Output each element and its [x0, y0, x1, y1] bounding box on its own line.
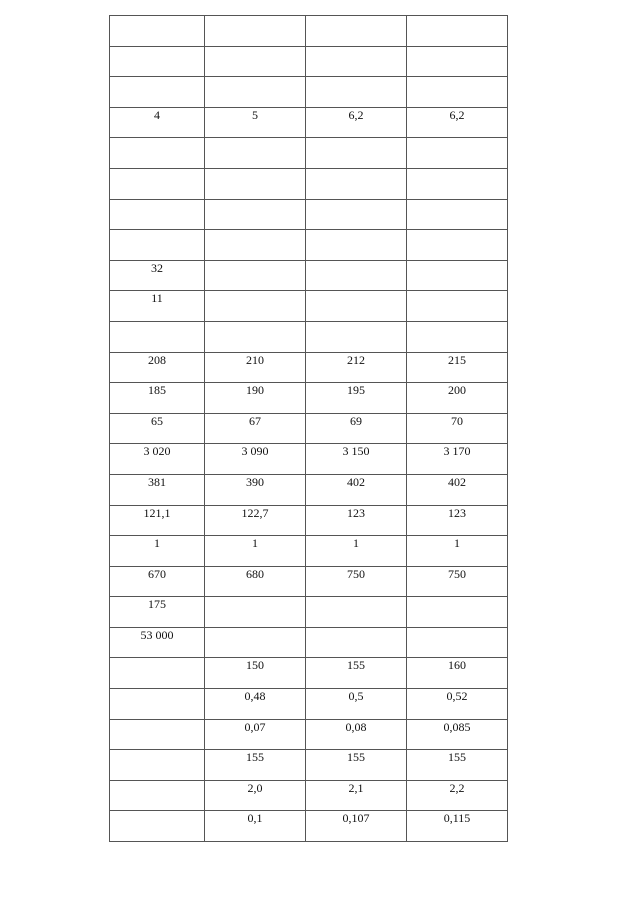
cell-value: 123 [347, 505, 365, 520]
cell-value: 670 [148, 566, 166, 581]
cell-value [110, 658, 204, 659]
data-table [109, 15, 508, 842]
cell-value: 1 [154, 536, 160, 551]
cell-value [407, 261, 507, 262]
cell-value: 195 [347, 383, 365, 398]
cell-value [205, 138, 305, 139]
cell-value: 185 [148, 383, 166, 398]
table-cell [205, 260, 306, 291]
table-body [110, 16, 508, 842]
table-cell [407, 291, 508, 322]
cell-value: 53 000 [140, 627, 174, 642]
table-cell [205, 444, 306, 475]
table-cell [205, 77, 306, 108]
table-cell [205, 138, 306, 169]
cell-value: 2,1 [348, 780, 364, 795]
table-row [110, 107, 508, 138]
cell-value [110, 720, 204, 721]
table-cell [205, 658, 306, 689]
cell-value [407, 597, 507, 598]
cell-value: 4 [154, 107, 160, 122]
table-row [110, 474, 508, 505]
cell-value [205, 169, 305, 170]
cell-value: 32 [151, 260, 163, 275]
table-cell [306, 260, 407, 291]
table-cell [407, 16, 508, 47]
table-cell [407, 811, 508, 842]
cell-value [110, 750, 204, 751]
cell-value: 1 [454, 536, 460, 551]
cell-value: 0,48 [244, 689, 266, 704]
table-cell [110, 658, 205, 689]
table-cell [110, 689, 205, 720]
cell-value: 6,2 [348, 107, 364, 122]
table-cell [205, 352, 306, 383]
cell-value [407, 47, 507, 48]
cell-value [110, 811, 204, 812]
cell-value [110, 322, 204, 323]
cell-value: 70 [451, 413, 463, 428]
table-row [110, 291, 508, 322]
cell-value: 123 [448, 505, 466, 520]
table-cell [110, 444, 205, 475]
table-cell [110, 107, 205, 138]
table-cell [110, 474, 205, 505]
table-row [110, 352, 508, 383]
cell-value: 6,2 [449, 107, 465, 122]
cell-value: 680 [246, 566, 264, 581]
table-cell [205, 321, 306, 352]
table-cell [306, 658, 407, 689]
table-cell [205, 811, 306, 842]
cell-value: 750 [448, 566, 466, 581]
table-cell [306, 77, 407, 108]
table-cell [306, 719, 407, 750]
cell-value: 208 [148, 352, 166, 367]
table-cell [407, 719, 508, 750]
table-cell [205, 474, 306, 505]
cell-value [110, 77, 204, 78]
table-cell [306, 46, 407, 77]
cell-value: 212 [347, 352, 365, 367]
table-cell [110, 230, 205, 261]
table-cell [110, 352, 205, 383]
table-cell [110, 566, 205, 597]
cell-value: 2,0 [247, 780, 263, 795]
cell-value: 1 [252, 536, 258, 551]
table-cell [407, 321, 508, 352]
table-cell [306, 230, 407, 261]
table-row [110, 16, 508, 47]
cell-value [205, 47, 305, 48]
cell-value: 121,1 [143, 505, 171, 520]
cell-value [110, 781, 204, 782]
cell-value [110, 689, 204, 690]
table-cell [205, 107, 306, 138]
table-cell [110, 719, 205, 750]
table-cell [306, 780, 407, 811]
cell-value: 190 [246, 383, 264, 398]
cell-value: 0,52 [446, 689, 468, 704]
table-cell [407, 597, 508, 628]
table-cell [110, 77, 205, 108]
cell-value: 0,08 [345, 719, 367, 734]
table-row [110, 750, 508, 781]
table-cell [407, 260, 508, 291]
cell-value: 155 [246, 750, 264, 765]
table-cell [205, 597, 306, 628]
table-cell [205, 627, 306, 658]
table-row [110, 566, 508, 597]
cell-value [306, 47, 406, 48]
cell-value [205, 230, 305, 231]
table-row [110, 811, 508, 842]
table-cell [306, 536, 407, 567]
cell-value [110, 200, 204, 201]
cell-value [407, 230, 507, 231]
table-cell [110, 16, 205, 47]
table-row [110, 321, 508, 352]
table-cell [205, 413, 306, 444]
table-cell [110, 260, 205, 291]
cell-value [407, 322, 507, 323]
table-cell [110, 199, 205, 230]
cell-value: 0,1 [247, 811, 263, 826]
cell-value [306, 200, 406, 201]
cell-value [205, 16, 305, 17]
table-row [110, 77, 508, 108]
cell-value: 150 [246, 658, 264, 673]
table-row [110, 505, 508, 536]
table-cell [205, 199, 306, 230]
table-row [110, 658, 508, 689]
table-cell [407, 230, 508, 261]
cell-value: 3 090 [241, 444, 269, 459]
cell-value [306, 16, 406, 17]
cell-value [306, 291, 406, 292]
cell-value [306, 597, 406, 598]
table-cell [205, 536, 306, 567]
table-cell [205, 291, 306, 322]
table-cell [306, 383, 407, 414]
cell-value [306, 138, 406, 139]
table-cell [306, 199, 407, 230]
cell-value [306, 261, 406, 262]
cell-value: 402 [347, 474, 365, 489]
table-cell [306, 444, 407, 475]
table-cell [407, 107, 508, 138]
table-cell [407, 658, 508, 689]
table-row [110, 413, 508, 444]
table-cell [306, 138, 407, 169]
cell-value: 0,085 [443, 719, 471, 734]
cell-value [110, 230, 204, 231]
cell-value [306, 77, 406, 78]
table-cell [306, 413, 407, 444]
table-cell [205, 383, 306, 414]
cell-value: 122,7 [241, 505, 269, 520]
table-cell [306, 566, 407, 597]
table-cell [205, 46, 306, 77]
table-cell [110, 138, 205, 169]
table-cell [407, 46, 508, 77]
cell-value: 381 [148, 474, 166, 489]
table-cell [205, 505, 306, 536]
table-cell [306, 689, 407, 720]
cell-value [205, 628, 305, 629]
cell-value [407, 16, 507, 17]
table-cell [407, 444, 508, 475]
table-cell [205, 719, 306, 750]
cell-value [407, 628, 507, 629]
cell-value: 5 [252, 107, 258, 122]
table-cell [205, 780, 306, 811]
table-cell [407, 474, 508, 505]
table-cell [407, 383, 508, 414]
cell-value: 3 150 [342, 444, 370, 459]
table-cell [407, 138, 508, 169]
cell-value [306, 230, 406, 231]
cell-value: 0,07 [244, 719, 266, 734]
table-cell [110, 505, 205, 536]
table-cell [205, 16, 306, 47]
cell-value: 65 [151, 413, 163, 428]
table-row [110, 168, 508, 199]
table-cell [306, 505, 407, 536]
table-cell [110, 750, 205, 781]
table-cell [110, 321, 205, 352]
cell-value [407, 291, 507, 292]
table-cell [306, 291, 407, 322]
cell-value: 750 [347, 566, 365, 581]
table-cell [110, 811, 205, 842]
table-cell [407, 627, 508, 658]
table-cell [306, 627, 407, 658]
cell-value: 0,115 [443, 811, 471, 826]
cell-value: 67 [249, 413, 261, 428]
table-cell [306, 107, 407, 138]
cell-value: 210 [246, 352, 264, 367]
cell-value: 69 [350, 413, 362, 428]
table-cell [407, 689, 508, 720]
cell-value [110, 138, 204, 139]
cell-value: 390 [246, 474, 264, 489]
cell-value: 215 [448, 352, 466, 367]
cell-value [110, 47, 204, 48]
table-cell [205, 566, 306, 597]
table-cell [407, 505, 508, 536]
table-row [110, 689, 508, 720]
cell-value [407, 77, 507, 78]
table-cell [407, 77, 508, 108]
table-cell [110, 383, 205, 414]
table-cell [407, 536, 508, 567]
table-cell [407, 566, 508, 597]
table-cell [110, 168, 205, 199]
table-cell [110, 46, 205, 77]
cell-value [205, 261, 305, 262]
table-cell [407, 780, 508, 811]
table-cell [110, 536, 205, 567]
table-row [110, 536, 508, 567]
table-cell [205, 230, 306, 261]
table-cell [110, 627, 205, 658]
table-row [110, 260, 508, 291]
table-cell [306, 352, 407, 383]
cell-value: 155 [347, 750, 365, 765]
cell-value [407, 169, 507, 170]
table-row [110, 719, 508, 750]
cell-value: 175 [148, 597, 166, 612]
table-cell [306, 811, 407, 842]
cell-value [205, 291, 305, 292]
table-row [110, 597, 508, 628]
cell-value: 155 [448, 750, 466, 765]
cell-value: 200 [448, 383, 466, 398]
cell-value [205, 597, 305, 598]
cell-value [306, 628, 406, 629]
cell-value: 0,5 [348, 689, 364, 704]
table-row [110, 383, 508, 414]
cell-value: 2,2 [449, 780, 465, 795]
table-row [110, 46, 508, 77]
table-cell [110, 597, 205, 628]
cell-value: 3 170 [443, 444, 471, 459]
cell-value [407, 200, 507, 201]
cell-value [205, 200, 305, 201]
table-cell [407, 413, 508, 444]
cell-value [306, 322, 406, 323]
cell-value [205, 322, 305, 323]
cell-value: 1 [353, 536, 359, 551]
table-cell [306, 597, 407, 628]
table-cell [306, 16, 407, 47]
table-cell [306, 474, 407, 505]
table-row [110, 199, 508, 230]
cell-value [110, 169, 204, 170]
table-cell [407, 352, 508, 383]
cell-value: 402 [448, 474, 466, 489]
table-cell [110, 780, 205, 811]
table-cell [205, 750, 306, 781]
table-cell [306, 750, 407, 781]
cell-value [205, 77, 305, 78]
cell-value: 11 [151, 291, 163, 306]
table-row [110, 627, 508, 658]
table-cell [407, 750, 508, 781]
cell-value: 160 [448, 658, 466, 673]
table-cell [407, 168, 508, 199]
table-cell [110, 291, 205, 322]
table-cell [306, 321, 407, 352]
cell-value: 155 [347, 658, 365, 673]
table-cell [205, 168, 306, 199]
cell-value [407, 138, 507, 139]
table-cell [110, 413, 205, 444]
table-row [110, 444, 508, 475]
table-cell [407, 199, 508, 230]
cell-value: 3 020 [143, 444, 171, 459]
cell-value: 0,107 [342, 811, 370, 826]
cell-value [110, 16, 204, 17]
table-row [110, 780, 508, 811]
cell-value [306, 169, 406, 170]
table-row [110, 138, 508, 169]
table-cell [205, 689, 306, 720]
table-cell [306, 168, 407, 199]
table-row [110, 230, 508, 261]
